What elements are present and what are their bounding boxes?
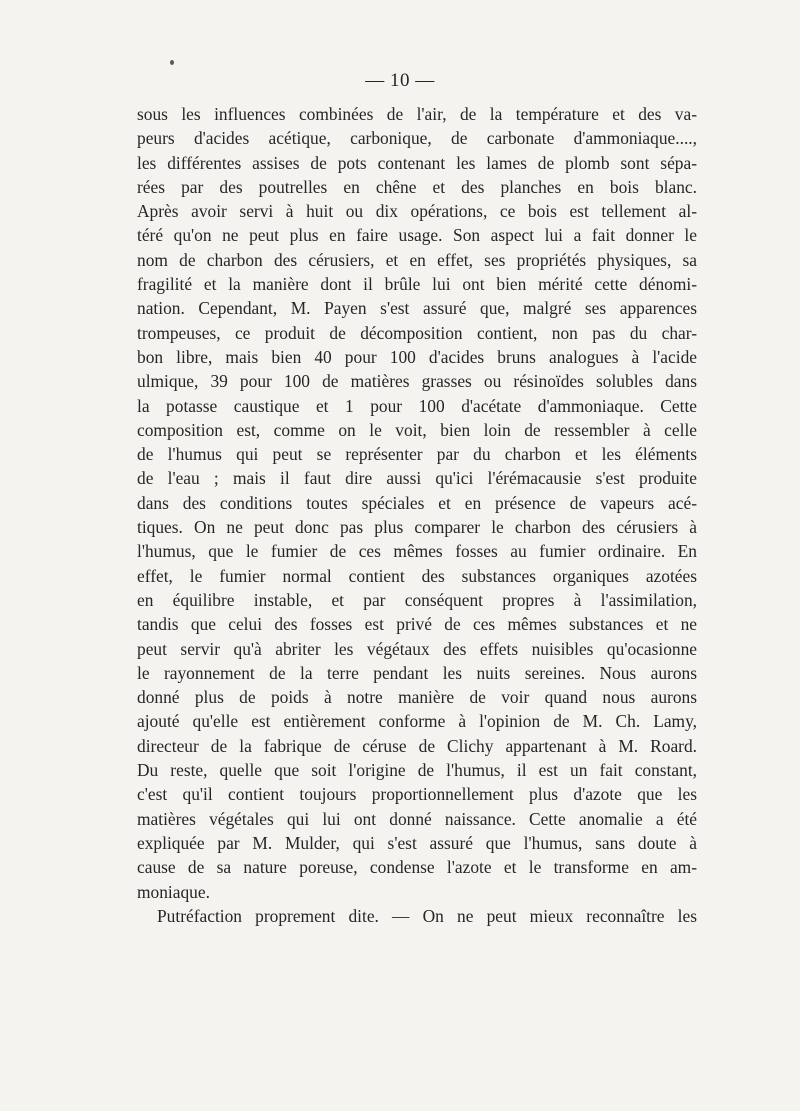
text-line: peut servir qu'à abriter les végétaux des effets nuisibles qu'ocasionne — [137, 638, 697, 659]
text-line: en équilibre instable, et par conséquent propres à l'assimilation, — [137, 589, 697, 610]
body-text — [137, 102, 697, 928]
text-line: Du reste, quelle que soit l'origine de l'humus, il est un fait constant, — [137, 760, 697, 781]
text-line: téré qu'on ne peut plus en faire usage. Son aspect lui a fait donner le — [137, 225, 697, 246]
ink-speck — [170, 60, 174, 65]
text-line: bon libre, mais bien 40 pour 100 d'acides bruns analogues à l'acide — [137, 346, 697, 367]
text-line: moniaque. — [137, 881, 210, 902]
text-line: c'est qu'il contient toujours proportionnellement plus d'azote que les — [137, 784, 697, 805]
text-line: tandis que celui des fosses est privé de ces mêmes substances et ne — [137, 614, 697, 635]
text-line: donné plus de poids à notre manière de voir quand nous aurons — [137, 687, 697, 708]
text-line: l'humus, que le fumier de ces mêmes fosses au fumier ordinaire. En — [137, 541, 697, 562]
text-line: fragilité et la manière dont il brûle lui ont bien mérité cette dénomi- — [137, 274, 697, 295]
text-line: directeur de la fabrique de céruse de Clichy appartenant à M. Roard. — [137, 735, 697, 756]
text-line: sous les influences combinées de l'air, de la température et des va- — [137, 104, 697, 124]
text-line: expliquée par M. Mulder, qui s'est assuré que l'humus, sans doute à — [137, 832, 697, 853]
text-line: ajouté qu'elle est entièrement conforme à l'opinion de M. Ch. Lamy, — [137, 711, 697, 732]
page-number: — 10 — — [365, 70, 435, 91]
text-line: trompeuses, ce produit de décomposition contient, non pas du char- — [137, 322, 697, 343]
text-line: le rayonnement de la terre pendant les nuits sereines. Nous aurons — [137, 662, 697, 683]
text-line: de l'humus qui peut se représenter par du charbon et les éléments — [137, 444, 697, 465]
text-line: rées par des poutrelles en chêne et des planches en bois blanc. — [137, 176, 697, 197]
text-line: peurs d'acides acétique, carbonique, de carbonate d'ammoniaque...., — [137, 128, 697, 149]
text-line: la potasse caustique et 1 pour 100 d'acétate d'ammoniaque. Cette — [137, 395, 697, 416]
text-line: dans des conditions toutes spéciales et en présence de vapeurs acé- — [137, 492, 697, 513]
text-line: les différentes assises de pots contenant les lames de plomb sont sépa- — [137, 152, 697, 173]
text-line: nation. Cependant, M. Payen s'est assuré que, malgré ses apparences — [137, 298, 697, 319]
text-line: matières végétales qui lui ont donné naissance. Cette anomalie a été — [137, 808, 697, 829]
text-line: ulmique, 39 pour 100 de matières grasses ou résinoïdes solubles dans — [137, 371, 697, 392]
text-line: composition est, comme on le voit, bien loin de ressembler à celle — [137, 419, 697, 440]
text-line: Après avoir servi à huit ou dix opérations, ce bois est tellement al- — [137, 201, 697, 222]
text-line: nom de charbon des cérusiers, et en effet, ses propriétés physiques, sa — [137, 249, 697, 270]
text-line: effet, le fumier normal contient des substances organiques azotées — [137, 565, 697, 586]
section-heading-line: Putréfaction proprement dite. — On ne peut mieux reconnaître les — [157, 905, 697, 926]
text-line: de l'eau ; mais il faut dire aussi qu'ici l'érémacausie s'est produite — [137, 468, 697, 489]
text-line: tiques. On ne peut donc pas plus comparer le charbon des cérusiers à — [137, 517, 697, 538]
text-line: cause de sa nature poreuse, condense l'azote et le transforme en am- — [137, 857, 697, 878]
